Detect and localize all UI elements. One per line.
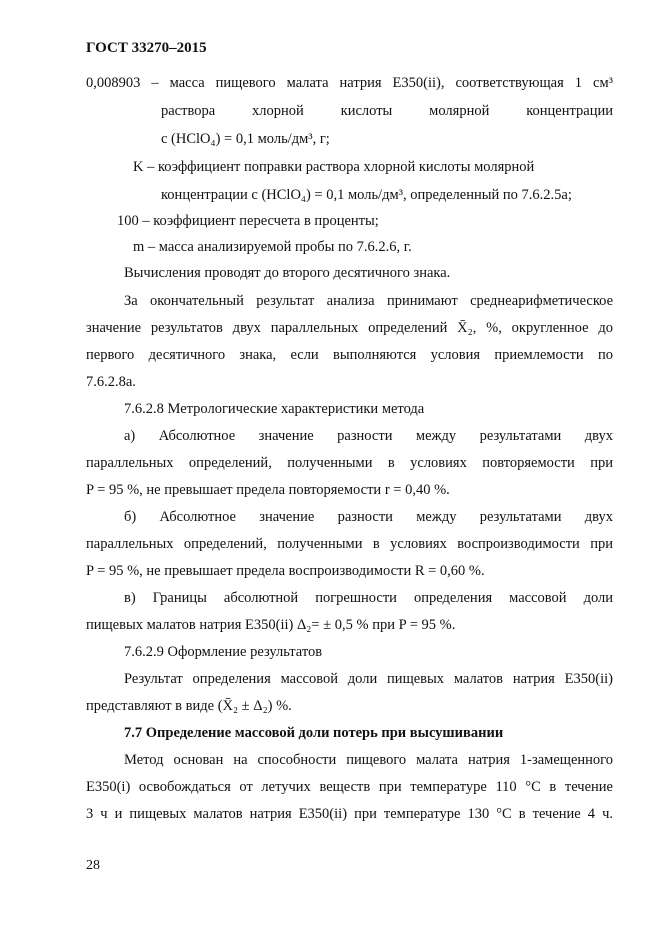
text-line: Результат определения массовой доли пищевых малатов натрия Е350(ii)	[124, 671, 613, 687]
text-line: концентрации c (HClO₄) = 0,1 моль/дм³, определенный по 7.6.2.5а;	[161, 187, 572, 203]
section-heading: 7.6.2.9 Оформление результатов	[124, 644, 323, 660]
text-line: 100 – коэффициент пересчета в проценты;	[117, 213, 379, 229]
text-line: P = 95 %, не превышает предела повторяемости r = 0,40 %.	[86, 482, 450, 498]
page-number: 28	[86, 858, 100, 873]
text-line: б) Абсолютное значение разности между результатами двух	[124, 509, 613, 525]
text-line: 7.6.2.8а.	[86, 374, 136, 390]
text-line: За окончательный результат анализа принимают среднеарифметическое	[124, 293, 613, 309]
text-line: 3 ч и пищевых малатов натрия Е350(ii) при температуре 130 °С в течение 4 ч.	[86, 806, 613, 822]
document-header: ГОСТ 33270–2015	[86, 40, 207, 56]
text-line: значение результатов двух параллельных определений X̄₂, %, округленное до	[86, 320, 613, 336]
text-line: Е350(i) освобождаться от летучих веществ при температуре 110 °С в течение	[86, 779, 613, 795]
section-title: 7.7 Определение массовой доли потерь при высушивании	[124, 725, 504, 741]
text-line: в) Границы абсолютной погрешности определения массовой доли	[124, 590, 613, 606]
text-line: m – масса анализируемой пробы по 7.6.2.6, г.	[133, 239, 412, 255]
text-line: представляют в виде (X̄₂ ± Δ₂) %.	[86, 698, 292, 714]
text-line: первого десятичного знака, если выполняются условия приемлемости по	[86, 347, 613, 363]
text-line: пищевых малатов натрия Е350(ii) Δ₂= ± 0,5 % при P = 95 %.	[86, 617, 456, 633]
section-heading: 7.6.2.8 Метрологические характеристики метода	[124, 401, 425, 417]
text-line: параллельных определений, полученными в условиях повторяемости при	[86, 455, 613, 471]
text-line: P = 95 %, не превышает предела воспроизводимости R = 0,60 %.	[86, 563, 485, 579]
text-line: 0,008903 – масса пищевого малата натрия Е350(ii), соответствующая 1 см³	[86, 75, 613, 91]
text-line: а) Абсолютное значение разности между результатами двух	[124, 428, 613, 444]
text-line: c (HClO₄) = 0,1 моль/дм³, г;	[161, 131, 330, 147]
text-line: раствора хлорной кислоты молярной концентрации	[161, 103, 613, 119]
text-line: Метод основан на способности пищевого малата натрия 1-замещенного	[124, 752, 613, 768]
text-line: Вычисления проводят до второго десятичного знака.	[124, 265, 451, 281]
text-line: параллельных определений, полученными в условиях воспроизводимости при	[86, 536, 613, 552]
text-line: K – коэффициент поправки раствора хлорной кислоты молярной	[133, 159, 535, 175]
